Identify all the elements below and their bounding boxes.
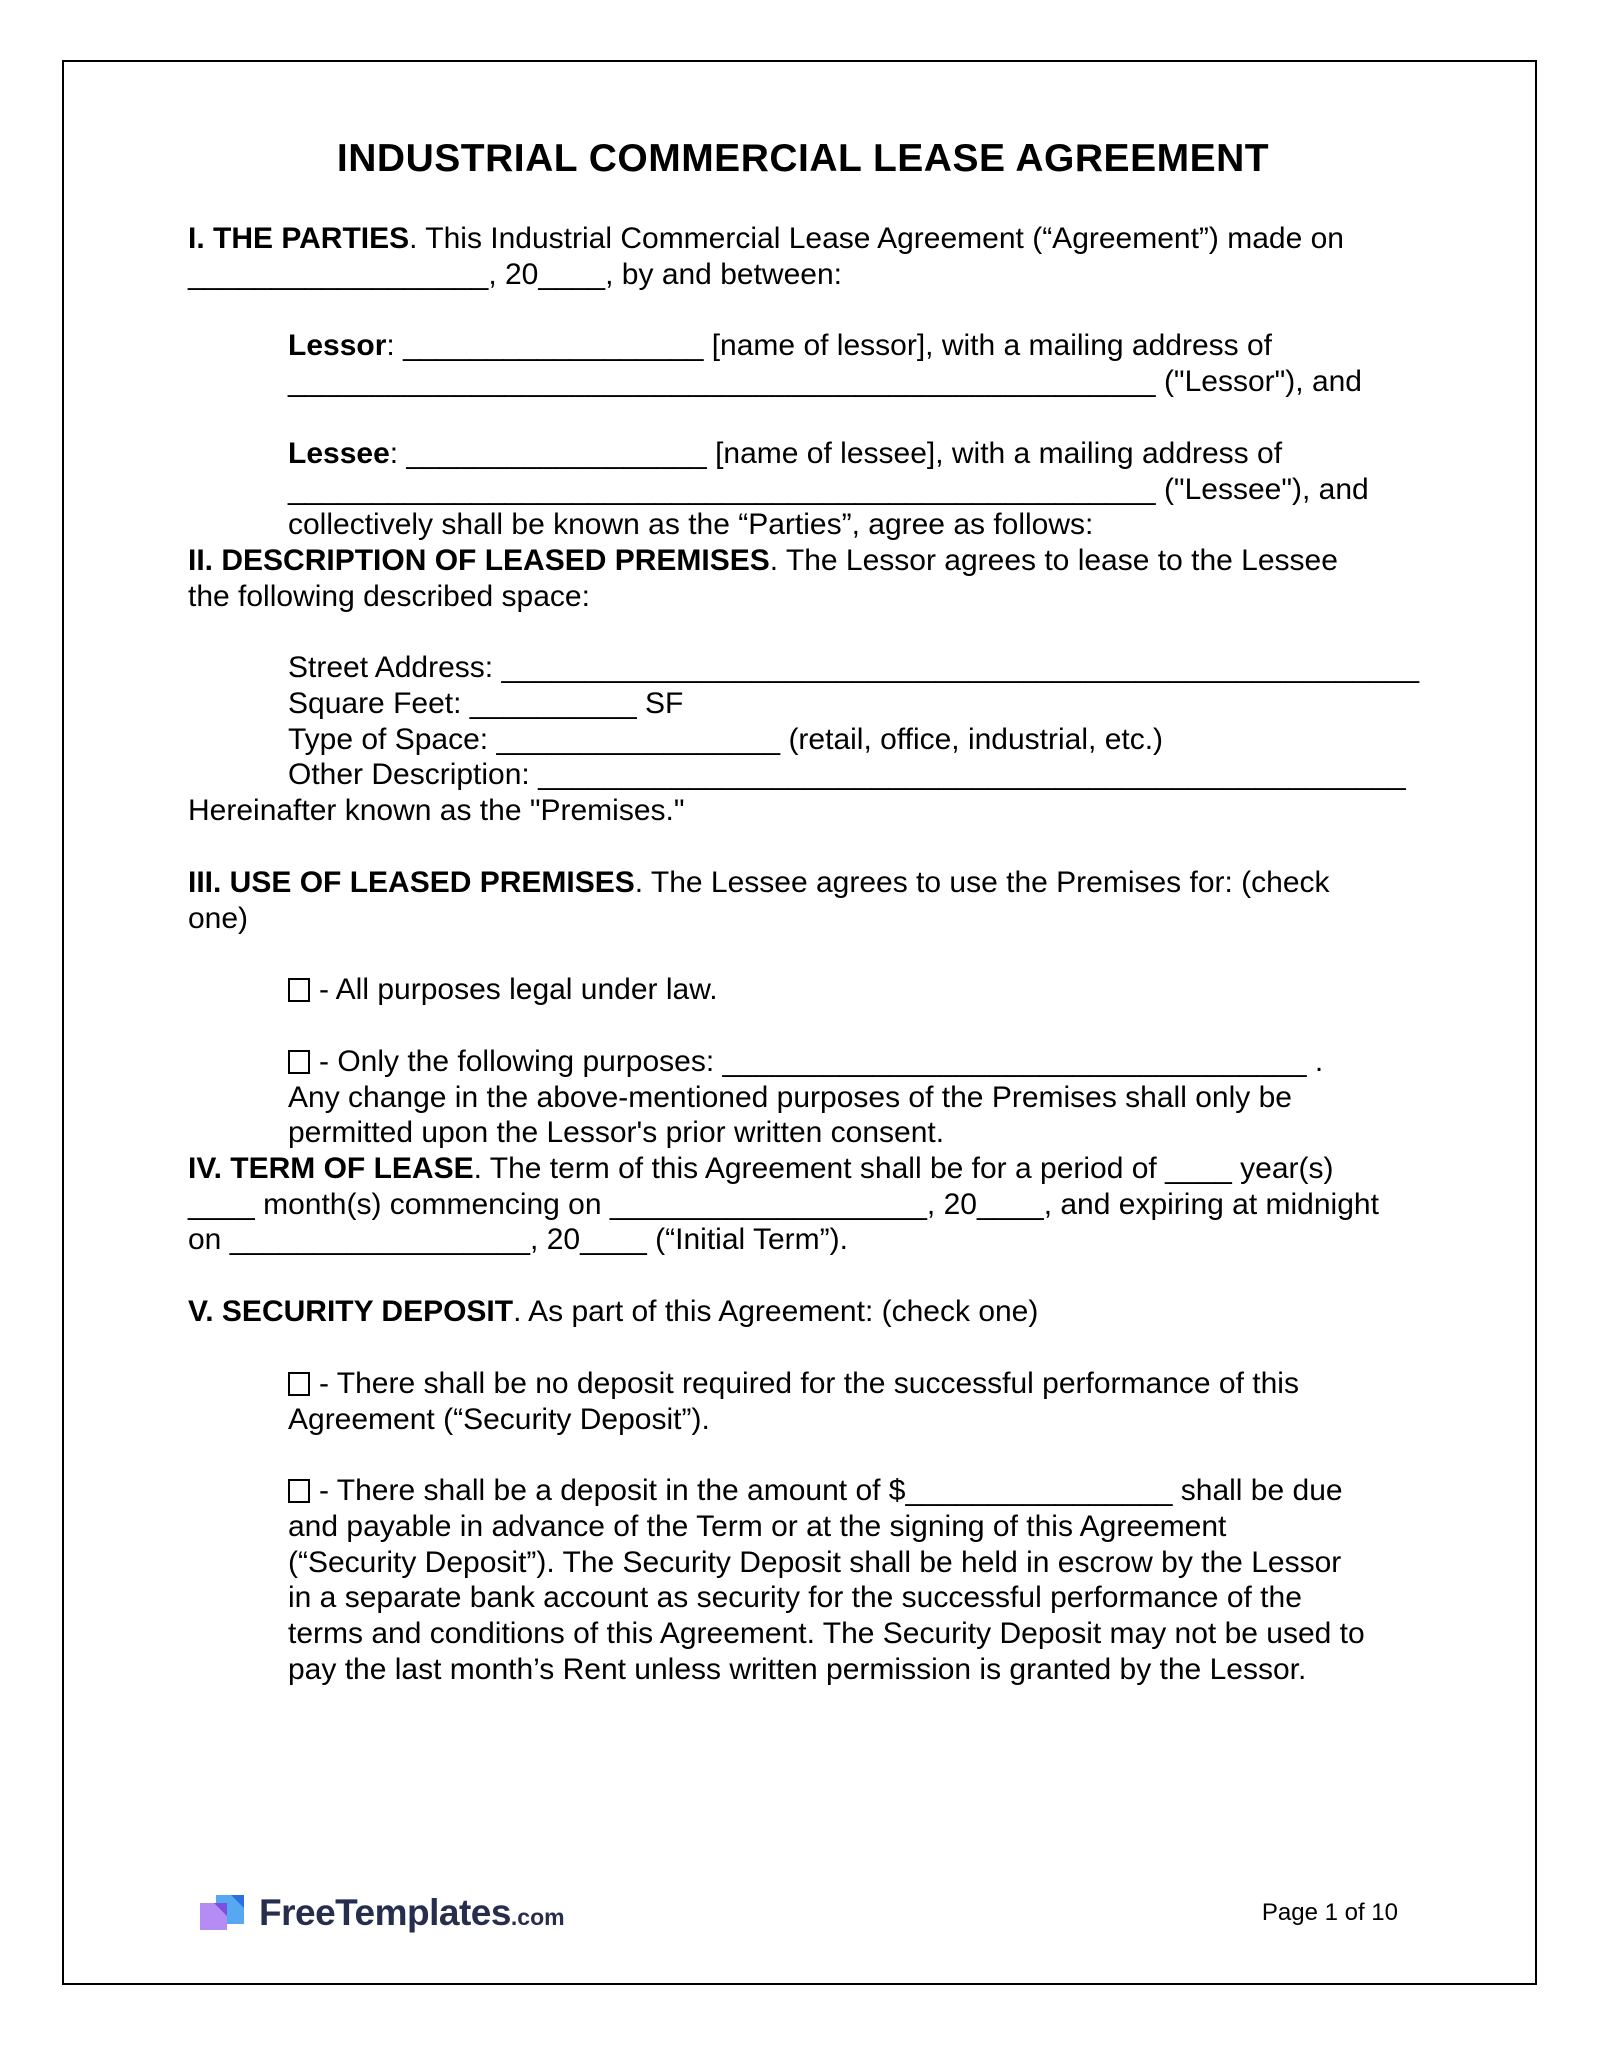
page-number: Page 1 of 10 (1261, 1899, 1398, 1926)
lessee-line-3: collectively shall be known as the “Parties”, agree as follows: (288, 508, 1094, 542)
premises-fields (188, 650, 1418, 793)
term-months-text: month(s) commencing on (254, 1187, 610, 1221)
lessee-label: Lessee (288, 436, 390, 470)
page-footer (200, 1890, 1398, 1936)
use-options (188, 972, 1418, 1151)
document-body (188, 0, 1418, 1688)
deposit-amount-line-3: (“Security Deposit”). The Security Deposit shall be held in escrow by the Lessor (288, 1545, 1342, 1579)
term-months-blank[interactable]: ____ (188, 1187, 255, 1221)
parties-tail-text: , by and between: (605, 257, 842, 291)
section-term (188, 1151, 1418, 1258)
lessee-address-tail: ("Lessee"), and (1155, 472, 1369, 506)
no-deposit-line-1 (288, 1366, 1418, 1402)
term-years-label: year(s) (1231, 1152, 1334, 1186)
brand-name: FreeTemplates (259, 1892, 511, 1933)
section-use (188, 865, 1418, 936)
lessor-name-tail: [name of lessor], with a mailing address of (703, 329, 1272, 363)
document-title: INDUSTRIAL COMMERCIAL LEASE AGREEMENT (336, 137, 1270, 180)
parties-lead-text: . This Industrial Commercial Lease Agreement (“Agreement”) made on (409, 222, 1344, 255)
square-feet-unit: SF (636, 687, 684, 721)
only-purposes-line-1 (288, 1044, 1418, 1080)
all-purposes-checkbox[interactable] (288, 978, 310, 1002)
parties-clauses (188, 328, 1418, 543)
deposit-option-none (288, 1366, 1418, 1437)
section-premises (188, 543, 1418, 614)
deposit-amount-line-4: in a separate bank account as security for the successful performance of the (288, 1581, 1302, 1615)
premises-line-1 (188, 543, 1418, 579)
premises-note: Hereinafter known as the "Premises." (188, 794, 685, 828)
agreement-date-blank[interactable]: __________________ (188, 257, 489, 291)
deposit-amount-line-2: and payable in advance of the Term or at the signing of this Agreement (288, 1509, 1227, 1543)
only-purposes-blank[interactable]: ___________________________________ (722, 1044, 1307, 1078)
blue-page-fold (231, 1895, 244, 1908)
lessor-clause (288, 328, 1418, 399)
lessee-line-2 (288, 472, 1418, 508)
type-of-space-hint: (retail, office, industrial, etc.) (780, 722, 1164, 756)
initial-term-text: (“Initial Term”). (646, 1223, 848, 1257)
parties-year-prefix: , 20 (488, 257, 539, 291)
lessor-label: Lessor (288, 329, 387, 363)
lessor-address-tail: ("Lessor"), and (1155, 365, 1362, 399)
lessor-address-blank[interactable]: ____________________________________________________ (288, 365, 1156, 399)
expiration-date-blank[interactable]: __________________ (229, 1223, 531, 1257)
term-line-1 (188, 1151, 1418, 1187)
use-option-all-purposes (288, 972, 1418, 1008)
lessee-name-blank[interactable]: __________________ (406, 436, 707, 470)
no-deposit-line-2: Agreement (“Security Deposit”). (288, 1402, 710, 1436)
square-feet-row (288, 686, 1418, 722)
term-years-blank[interactable]: ____ (1165, 1152, 1232, 1186)
brand-wordmark (259, 1892, 565, 1934)
agreement-year-blank[interactable]: ____ (538, 257, 606, 291)
square-feet-blank[interactable]: __________ (469, 687, 637, 721)
other-description-label: Other Description: (288, 758, 539, 792)
expiration-year-blank[interactable]: ____ (580, 1223, 647, 1257)
lessor-name-blank[interactable]: __________________ (403, 329, 704, 363)
type-of-space-label: Type of Space: (288, 722, 497, 756)
square-feet-label: Square Feet: (288, 687, 470, 721)
lessor-line-1 (288, 328, 1418, 364)
no-deposit-checkbox[interactable] (288, 1372, 310, 1396)
type-of-space-blank[interactable]: _________________ (496, 722, 781, 756)
only-purposes-lead: - Only the following purposes: (319, 1044, 723, 1078)
lessee-address-blank[interactable]: ____________________________________________________ (288, 472, 1156, 506)
no-deposit-text: - There shall be no deposit required for the successful performance of this (319, 1366, 1299, 1400)
lessee-colon: : (389, 436, 407, 470)
street-address-row (288, 650, 1418, 686)
purple-page-fold (214, 1903, 227, 1916)
term-line-3 (188, 1222, 1418, 1258)
deposit-amount-line-6: pay the last month’s Rent unless written permission is granted by the Lessor. (288, 1652, 1307, 1686)
section-parties (188, 221, 1418, 292)
section-deposit (188, 1294, 1418, 1330)
freetemplates-pages-icon (200, 1895, 246, 1932)
premises-lead-text: . The Lessor agrees to lease to the Lessee (769, 543, 1338, 577)
lessor-line-2 (288, 364, 1418, 400)
section-use-heading: III. USE OF LEASED PREMISES (188, 865, 635, 899)
deposit-line-1 (188, 1294, 1418, 1330)
deposit-amount-blank[interactable]: ________________ (905, 1474, 1173, 1508)
deposit-amount-checkbox[interactable] (288, 1479, 310, 1503)
term-expiring-text: , and expiring at midnight (1043, 1187, 1379, 1221)
expiration-year-prefix: , 20 (530, 1223, 581, 1257)
parties-line-2 (188, 257, 1418, 293)
premises-field-list (288, 650, 1418, 793)
deposit-option-amount (288, 1473, 1418, 1687)
deposit-options (188, 1366, 1418, 1688)
deposit-amount-line-1 (288, 1473, 1418, 1509)
section-premises-heading: II. DESCRIPTION OF LEASED PREMISES (188, 543, 770, 577)
freetemplates-logo (200, 1892, 565, 1934)
street-address-blank[interactable]: _______________________________________________________ (501, 651, 1420, 685)
use-option-all-line (288, 972, 1418, 1008)
lessee-line-1 (288, 436, 1418, 472)
only-purposes-period: . (1306, 1044, 1324, 1078)
lessor-colon: : (386, 329, 404, 363)
premises-line-2: the following described space: (188, 579, 590, 613)
other-description-blank[interactable]: ____________________________________________________ (538, 758, 1406, 792)
only-purposes-line-2: Any change in the above-mentioned purposes of the Premises shall only be (288, 1080, 1292, 1114)
use-line-1 (188, 865, 1418, 901)
street-address-label: Street Address: (288, 651, 502, 685)
brand-tld: .com (510, 1904, 565, 1930)
expiration-on-text: on (188, 1223, 230, 1257)
lessee-name-tail: [name of lessee], with a mailing address of (706, 436, 1283, 470)
use-option-only-purposes (288, 1044, 1418, 1151)
use-line-2: one) (188, 901, 249, 935)
deposit-amount-tail: shall be due (1172, 1474, 1343, 1508)
section-deposit-heading: V. SECURITY DEPOSIT (188, 1295, 514, 1329)
other-description-row (288, 757, 1418, 793)
term-line-2 (188, 1187, 1418, 1223)
only-purposes-line-3: permitted upon the Lessor's prior written consent. (288, 1116, 945, 1150)
deposit-amount-line-5: terms and conditions of this Agreement. The Security Deposit may not be used to (288, 1617, 1365, 1651)
commencement-year-prefix: , 20 (926, 1187, 977, 1221)
lessee-clause (288, 436, 1418, 543)
section-term-heading: IV. TERM OF LEASE (188, 1152, 474, 1186)
term-lead-text: . The term of this Agreement shall be for a period of (473, 1152, 1166, 1186)
all-purposes-text: - All purposes legal under law. (319, 973, 718, 1007)
only-purposes-checkbox[interactable] (288, 1050, 310, 1074)
section-parties-heading: I. THE PARTIES (188, 222, 410, 255)
commencement-date-blank[interactable]: ___________________ (609, 1187, 927, 1221)
use-lead-text: . The Lessee agrees to use the Premises for: (check (634, 865, 1330, 899)
commencement-year-blank[interactable]: ____ (976, 1187, 1044, 1221)
parties-line-1 (188, 221, 1418, 257)
type-of-space-row (288, 722, 1418, 758)
deposit-lead-text: . As part of this Agreement: (check one) (513, 1295, 1039, 1329)
deposit-amount-lead: - There shall be a deposit in the amount of $ (319, 1474, 906, 1508)
